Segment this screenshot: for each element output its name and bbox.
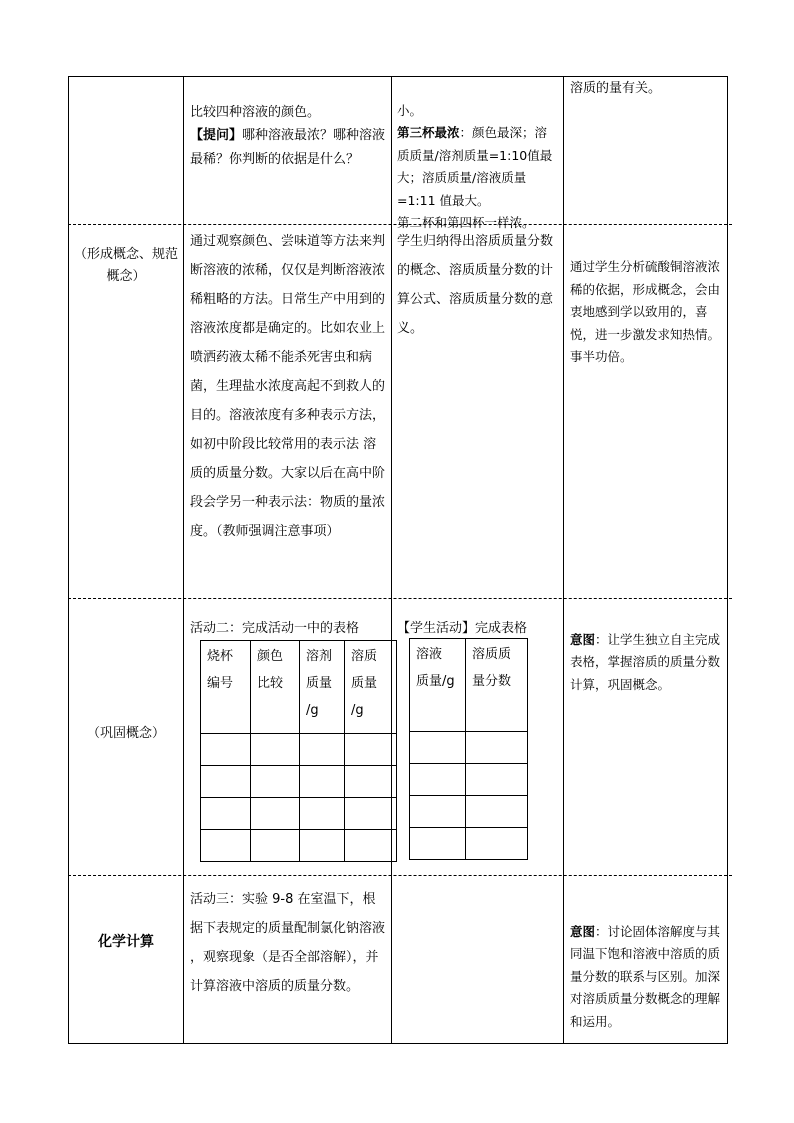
table-cell[interactable] [345, 766, 397, 798]
row4-stage-label: 化学计算 [98, 934, 154, 950]
table-cell[interactable] [300, 798, 345, 830]
row2-stage-label: （形成概念、规范概念） [73, 247, 178, 284]
table-cell[interactable] [345, 734, 397, 766]
column-line-2 [183, 76, 184, 1043]
table-cell[interactable] [410, 764, 466, 796]
header-mass-fraction: 溶质质 量分数 [466, 639, 528, 732]
row1-intent-text: 溶质的量有关。 [570, 81, 662, 96]
row1-student-line1: 小。 [397, 102, 423, 118]
row-divider-2 [68, 598, 732, 599]
table-cell[interactable] [201, 766, 251, 798]
header-color-compare: 颜色 比较 [251, 641, 300, 734]
table-cell[interactable] [251, 798, 300, 830]
row3-intent-text [570, 606, 722, 696]
table-cell[interactable] [201, 798, 251, 830]
table-row [201, 766, 397, 798]
row4-intent-body: ：讨论固体溶解度与其同温下饱和溶液中溶质的质量分数的联系与区别。加深对溶质质量分数概念的理解和运用。 [570, 923, 721, 1029]
column-line-5 [727, 76, 728, 1043]
row3-intent-body: ：让学生独立自主完成表格，掌握溶质的质量分数计算，巩固概念。 [570, 631, 721, 692]
column-line-3 [391, 76, 392, 1043]
intent-label: 意图 [570, 923, 596, 939]
row1-student-bold: 第三杯最浓 [397, 125, 460, 140]
row1-student-last: 第二杯和第四杯一样浓。 [397, 215, 535, 230]
table-row [201, 798, 397, 830]
row1-teacher-line1: 比较四种溶液的颜色。 [190, 104, 321, 120]
header-beaker-number: 烧杯 编号 [201, 641, 251, 734]
activity1-table-left [200, 640, 397, 862]
row1-student-detail: ：颜色最深；溶质质量/溶剂质量=1:10值最大；溶质质量/溶液质量=1:11 值最大。 [397, 125, 553, 208]
row4-teacher-text: 活动三：实验 9-8 在室温下，根据下表规定的质量配制氯化钠溶液 ，观察现象（是否全部溶解），并计算溶液中溶质的质量分数。 [190, 892, 386, 994]
table-cell[interactable] [410, 732, 466, 764]
row3-stage-label: （巩固概念） [86, 726, 165, 741]
row1-teacher-text [190, 77, 386, 171]
header-solution-mass: 溶液 质量/g [410, 639, 466, 732]
table-cell[interactable] [466, 828, 528, 860]
table-cell[interactable] [251, 734, 300, 766]
row2-teacher-text: 通过观察颜色、尝味道等方法来判断溶液的浓稀，仅仅是判断溶液浓稀粗略的方法。日常生产中用到的溶液浓度都是确定的。比如农业上喷洒药液太稀不能杀死害虫和病菌，生理盐水浓度高起不到救人的目的。溶液浓度有多种表示方法，如初中阶段比较常用的表示法 溶质的质量分数。大家以后在高中阶段会学另一种表示法：物质的量浓度。（教师强调注意事项） [190, 234, 386, 539]
activity1-table-right [409, 638, 528, 860]
row-divider-3 [68, 875, 732, 876]
table-row [410, 732, 528, 764]
table-cell[interactable] [345, 798, 397, 830]
table-cell[interactable] [251, 766, 300, 798]
table-row [410, 828, 528, 860]
table-cell[interactable] [410, 828, 466, 860]
table-row [201, 830, 397, 862]
table-row [410, 764, 528, 796]
table-row [410, 796, 528, 828]
row3-student-text: 【学生活动】完成表格 [397, 621, 528, 636]
column-line-4 [563, 76, 564, 1043]
table-cell[interactable] [201, 734, 251, 766]
row4-intent-text [570, 898, 722, 1033]
column-line-1 [68, 76, 69, 1043]
prompt-tag: 【提问】 [190, 128, 243, 143]
table-cell[interactable] [201, 830, 251, 862]
row3-teacher-text: 活动二：完成活动一中的表格 [190, 621, 360, 636]
table-cell[interactable] [300, 766, 345, 798]
table-cell[interactable] [345, 830, 397, 862]
table-cell[interactable] [466, 764, 528, 796]
table-cell[interactable] [300, 734, 345, 766]
table-cell[interactable] [466, 796, 528, 828]
row2-intent-text: 通过学生分析硫酸铜溶液浓稀的依据，形成概念，会由衷地感到学以致用的，喜悦，进一步激发求知热情。事半功倍。 [570, 259, 721, 364]
table-cell[interactable] [466, 732, 528, 764]
table-cell[interactable] [300, 830, 345, 862]
table-cell[interactable] [251, 830, 300, 862]
header-solvent-mass: 溶剂 质量 /g [300, 641, 345, 734]
intent-label: 意图 [570, 631, 596, 647]
row2-student-text: 学生归纳得出溶质质量分数的概念、溶质质量分数的计算公式、溶质质量分数的意义。 [397, 234, 554, 336]
prompt-question: 哪种溶液最浓？哪种溶液最稀？你判断的依据是什么？ [190, 128, 386, 167]
table-cell[interactable] [410, 796, 466, 828]
table-row [201, 734, 397, 766]
row1-student-text [397, 77, 559, 235]
table-bottom-border [68, 1043, 728, 1044]
header-solute-mass: 溶质 质量 /g [345, 641, 397, 734]
